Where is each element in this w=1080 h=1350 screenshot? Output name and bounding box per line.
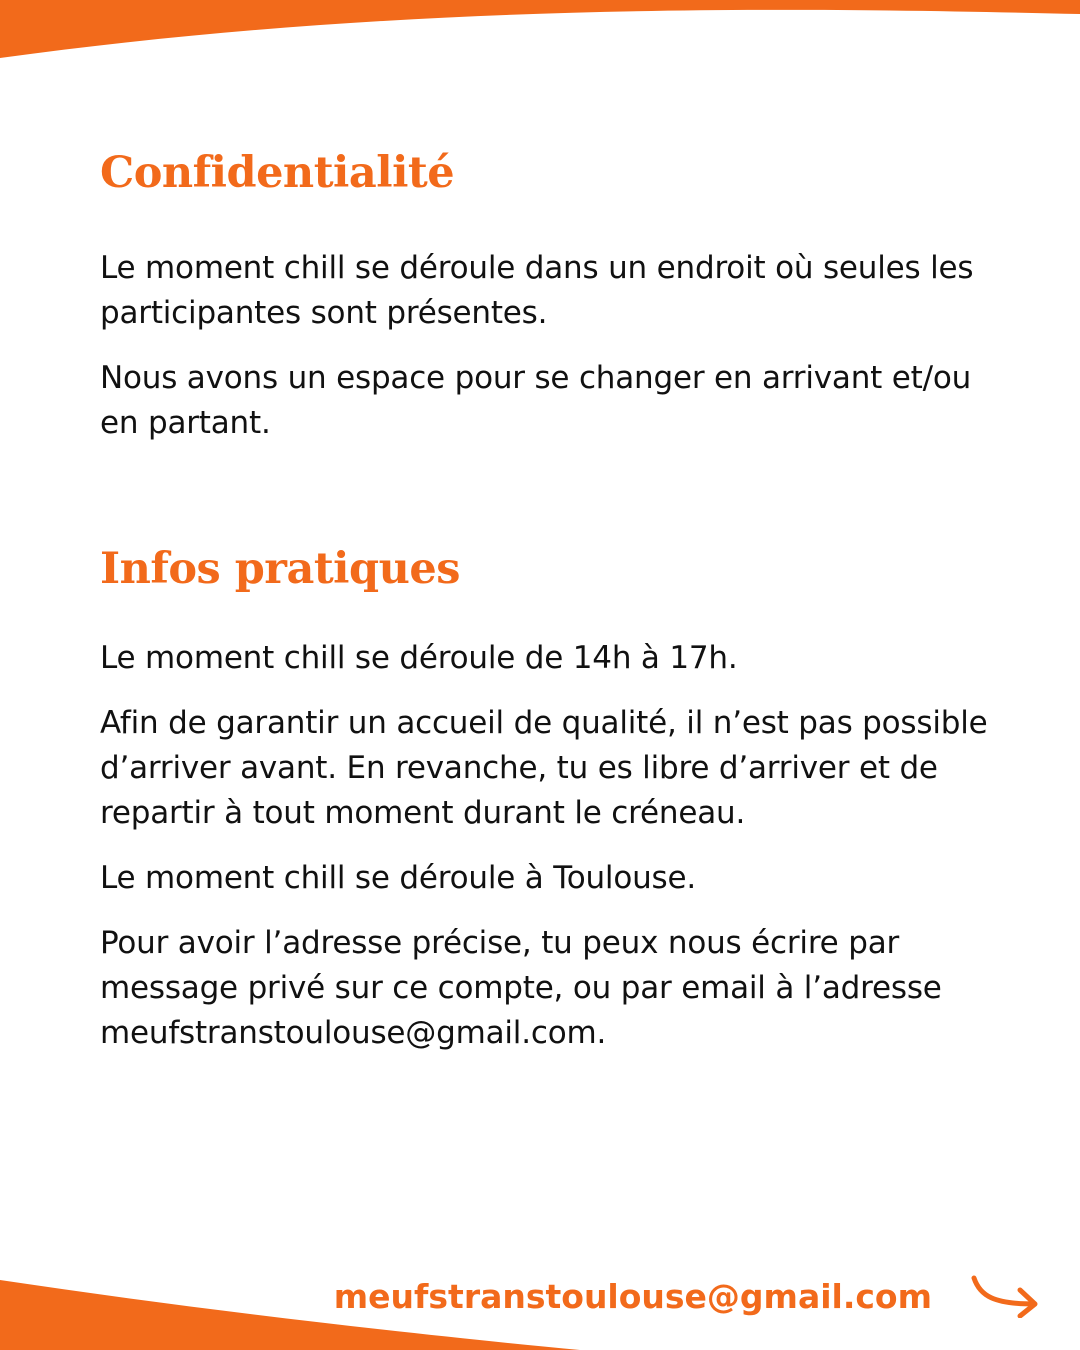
arrow-right-icon[interactable] [970,1272,1042,1318]
paragraph: Le moment chill se déroule dans un endroit où seules les participantes sont présentes. [100,250,974,331]
main-content [100,140,990,1056]
paragraph: Nous avons un espace pour se changer en arrivant et/ou en partant. [100,360,972,441]
paragraph: Afin de garantir un accueil de qualité, il n’est pas possible d’arriver avant. En revanche, tu es libre d’arriver et de repartir à tout moment durant le créneau. [100,705,988,831]
top-wave-decoration [0,0,1080,70]
section-title-confidentialite: Confidentialité [100,148,455,198]
footer-email-link[interactable]: meufstranstoulouse@gmail.com [333,1277,932,1316]
paragraph: Pour avoir l’adresse précise, tu peux nous écrire par message privé sur ce compte, ou par email à l’adresse meufstranstoulouse@gmail.com. [100,925,942,1051]
paragraph: Le moment chill se déroule de 14h à 17h. [100,640,738,676]
section-title-infos-pratiques: Infos pratiques [100,544,460,594]
paragraph: Le moment chill se déroule à Toulouse. [100,860,697,896]
